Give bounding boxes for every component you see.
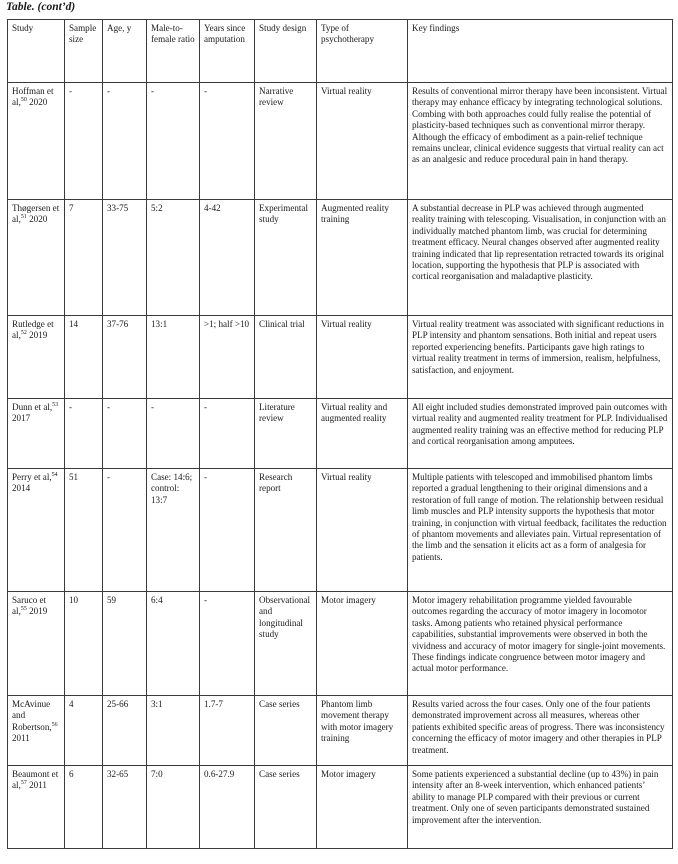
cell-years: - — [200, 469, 255, 592]
cell-design: Research report — [255, 469, 317, 592]
cell-sample-size: 7 — [65, 200, 103, 316]
cell-findings: Motor imagery rehabilitation programme yielded favourable outcomes regarding the accuracy of motor imagery in locomotor tasks. Among patients who retained physical performance capabilities, substantial improvements were observed in both the vividness and accuracy of motor imagery for single-joint movements. These findings indicate congruence between motor imagery and actual motor performance. — [408, 592, 673, 696]
study-year: 2020 — [26, 214, 48, 225]
cell-design: Case series — [255, 766, 317, 849]
cell-ratio: 3:1 — [147, 696, 200, 766]
column-header-age: Age, y — [103, 20, 147, 83]
cell-study — [8, 469, 65, 592]
table-row — [8, 316, 673, 399]
cell-years: - — [200, 592, 255, 696]
cell-sample-size: - — [65, 399, 103, 469]
cell-study — [8, 200, 65, 316]
cell-years: - — [200, 83, 255, 200]
cell-therapy: Virtual reality and augmented reality — [317, 399, 408, 469]
study-name: Rutledge et al, — [12, 319, 54, 341]
cell-findings: A substantial decrease in PLP was achieved through augmented reality training with telescoping. Visualisation, in conjunction with an individually matched phantom limb, was crucial for determining treatment efficacy. Neural changes observed after augmented reality training indicated that lip representation retracted towards its original location, supporting the hypothesis that PLP is associated with cortical reorganisation and maladaptive plasticity. — [408, 200, 673, 316]
reference-number: 56 — [51, 721, 58, 728]
study-name: Saruco et al, — [12, 595, 47, 617]
cell-design: Case series — [255, 696, 317, 766]
reference-number: 57 — [20, 780, 27, 787]
cell-study — [8, 766, 65, 849]
cell-study — [8, 399, 65, 469]
column-header-study: Study — [8, 20, 65, 83]
cell-sample-size: 4 — [65, 696, 103, 766]
reference-number: 54 — [51, 471, 58, 478]
cell-ratio: - — [147, 399, 200, 469]
study-year: 2014 — [12, 483, 31, 494]
cell-therapy: Motor imagery — [317, 766, 408, 849]
column-header-design: Study design — [255, 20, 317, 83]
cell-age: 32-65 — [103, 766, 147, 849]
cell-years: 1.7-7 — [200, 696, 255, 766]
cell-findings: Results varied across the four cases. Only one of the four patients demonstrated improvement across all measures, whereas other patients exhibited specific areas of progress. There was inconsistency concerning the efficacy of motor imagery and other therapies in PLP treatment. — [408, 696, 673, 766]
table-row — [8, 469, 673, 592]
cell-sample-size: 6 — [65, 766, 103, 849]
cell-age: - — [103, 83, 147, 200]
cell-design: Observational and longitudinal study — [255, 592, 317, 696]
reference-number: 51 — [20, 214, 27, 221]
column-header-sample-size: Sample size — [65, 20, 103, 83]
cell-study — [8, 83, 65, 200]
study-year: 2019 — [26, 606, 48, 617]
study-name: Thøgersen et al, — [12, 203, 60, 225]
study-year: 2017 — [12, 413, 31, 424]
cell-findings: Virtual reality treatment was associated with significant reductions in PLP intensity and phantom sensations. Both initial and repeat users reported experiencing benefits. Participants gave high ratings to virtual reality treatment in terms of immersion, realism, helpfulness, satisfaction, and enjoyment. — [408, 316, 673, 399]
cell-sample-size: 51 — [65, 469, 103, 592]
cell-years: - — [200, 399, 255, 469]
cell-design: Clinical trial — [255, 316, 317, 399]
cell-ratio: Case: 14:6; control: 13:7 — [147, 469, 200, 592]
table-row — [8, 83, 673, 200]
cell-years: 0.6-27.9 — [200, 766, 255, 849]
cell-therapy: Virtual reality — [317, 316, 408, 399]
table-header-row — [8, 20, 673, 83]
table-row — [8, 592, 673, 696]
reference-number: 53 — [52, 401, 59, 408]
cell-design: Narrative review — [255, 83, 317, 200]
column-header-years: Years since amputation — [200, 20, 255, 83]
table-row — [8, 696, 673, 766]
cell-ratio: 7:0 — [147, 766, 200, 849]
table-caption: Table. (cont’d) — [6, 1, 76, 13]
cell-sample-size: 14 — [65, 316, 103, 399]
cell-design: Experimental study — [255, 200, 317, 316]
cell-years: 4-42 — [200, 200, 255, 316]
cell-therapy: Motor imagery — [317, 592, 408, 696]
cell-study — [8, 696, 65, 766]
studies-table — [7, 19, 673, 849]
cell-age: 25-66 — [103, 696, 147, 766]
study-name: Hoffman et al, — [12, 86, 54, 108]
cell-age: - — [103, 399, 147, 469]
cell-age: 37-76 — [103, 316, 147, 399]
table-row — [8, 766, 673, 849]
reference-number: 52 — [20, 330, 27, 337]
study-year: 2011 — [12, 733, 30, 744]
cell-design: Literature review — [255, 399, 317, 469]
study-name: Dunn et al, — [12, 402, 53, 412]
study-year: 2020 — [26, 97, 48, 108]
column-header-findings: Key findings — [408, 20, 673, 83]
cell-years: >1; half >10 — [200, 316, 255, 399]
cell-therapy: Virtual reality — [317, 83, 408, 200]
column-header-ratio: Male-to-female ratio — [147, 20, 200, 83]
cell-findings: All eight included studies demonstrated improved pain outcomes with virtual reality and augmented reality treatment for PLP. Individualised augmented reality training was an effective method for reducing PLP and cortical reorganisation among amputees. — [408, 399, 673, 469]
study-name: Beaumont et al, — [12, 769, 59, 791]
cell-therapy: Phantom limb movement therapy with motor imagery training — [317, 696, 408, 766]
cell-therapy: Augmented reality training — [317, 200, 408, 316]
cell-sample-size: - — [65, 83, 103, 200]
study-year: 2011 — [26, 780, 47, 791]
cell-ratio: - — [147, 83, 200, 200]
reference-number: 50 — [20, 97, 27, 104]
cell-findings: Multiple patients with telescoped and immobilised phantom limbs reported a gradual lengthening to their original dimensions and a restoration of full range of motion. The relationship between residual limb muscles and PLP intensity supports the hypothesis that motor training, in conjunction with virtual feedback, facilitates the reduction of phantom movements and alleviates pain. Virtual representation of the limb and the sensation it elicits act as a form of analgesia for patients. — [408, 469, 673, 592]
study-name: Perry et al, — [12, 472, 52, 482]
cell-age: 33-75 — [103, 200, 147, 316]
cell-therapy: Virtual reality — [317, 469, 408, 592]
cell-age: 59 — [103, 592, 147, 696]
column-header-therapy: Type of psychotherapy — [317, 20, 408, 83]
cell-age: - — [103, 469, 147, 592]
reference-number: 55 — [20, 606, 27, 613]
cell-sample-size: 10 — [65, 592, 103, 696]
cell-ratio: 6:4 — [147, 592, 200, 696]
table-row — [8, 200, 673, 316]
table-row — [8, 399, 673, 469]
cell-findings: Some patients experienced a substantial decline (up to 43%) in pain intensity after an 8-week intervention, which enhanced patients’ ability to manage PLP compared with their previous or current treatment. Only one of seven participants demonstrated sustained improvement after the intervention. — [408, 766, 673, 849]
study-year: 2019 — [26, 330, 48, 341]
cell-study — [8, 592, 65, 696]
cell-findings: Results of conventional mirror therapy have been inconsistent. Virtual therapy may enhance efficacy by integrating technological solutions. Combing with both approaches could fully realise the potential of plasticity-based techniques such as conventional mirror therapy. Although the efficacy of embodiment as a pain-relief technique remains unclear, clinical evidence suggests that virtual reality can act as an analgesic and reduce procedural pain in hand therapy. — [408, 83, 673, 200]
cell-ratio: 13:1 — [147, 316, 200, 399]
study-name: McAvinue and Robertson, — [12, 699, 52, 732]
cell-study — [8, 316, 65, 399]
cell-ratio: 5:2 — [147, 200, 200, 316]
